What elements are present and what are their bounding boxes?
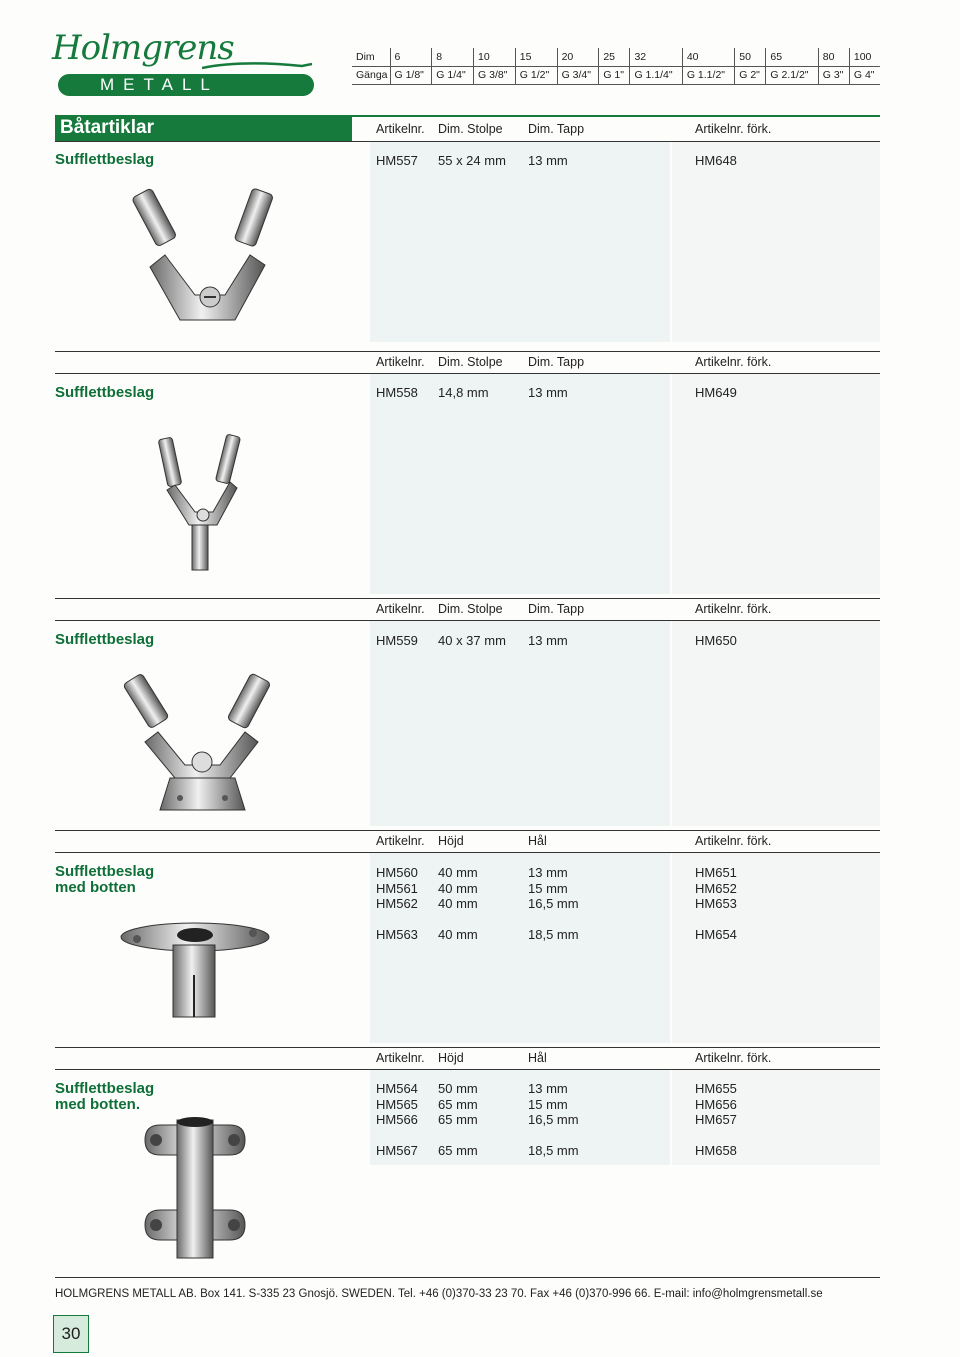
product-name-line1: Sufflettbeslag — [55, 863, 155, 880]
thread-cell: G 3" — [818, 66, 849, 84]
col-header-dim-stolpe: Dim. Stolpe — [438, 355, 503, 369]
row-divider — [55, 1047, 880, 1048]
dim-cell: 32 — [630, 48, 682, 66]
chrome-article-number: HM651 — [695, 865, 737, 880]
col-header-dim-tapp: Dim. Tapp — [528, 602, 585, 616]
row-divider — [55, 620, 880, 621]
company-logo — [52, 28, 267, 98]
chrome-article-number: HM658 — [695, 1143, 737, 1158]
thread-cell: G 1/8" — [390, 66, 432, 84]
chrome-article-number: HM650 — [695, 633, 737, 648]
col-header-dim-tapp: Dim. Tapp — [528, 122, 585, 136]
hole-value: 13 mm — [528, 865, 568, 880]
thread-cell: G 1" — [599, 66, 630, 84]
col-header-hal: Hål — [528, 1051, 547, 1065]
col-header-artikelnr-fork: Artikelnr. förk. — [695, 355, 772, 369]
thread-cell: G 2" — [735, 66, 766, 84]
col-header-artikelnr-fork: Artikelnr. förk. — [695, 1051, 772, 1065]
hole-value: 16,5 mm — [528, 1112, 579, 1127]
article-number: HM564 — [376, 1081, 418, 1096]
col-header-artikelnr-fork: Artikelnr. förk. — [695, 122, 772, 136]
row-divider — [55, 141, 880, 142]
dim-cell: 40 — [682, 48, 734, 66]
dim-label: Dim — [352, 48, 390, 66]
row-divider — [55, 373, 880, 374]
dim-tapp-value: 13 mm — [528, 633, 568, 648]
chrome-article-number: HM656 — [695, 1096, 737, 1112]
section-title: Båtartiklar — [55, 115, 352, 141]
table-shade — [672, 621, 880, 826]
article-number: HM563 — [376, 927, 418, 942]
product-name: Sufflettbeslag — [55, 631, 155, 648]
dim-cell: 6 — [390, 48, 432, 66]
product-name-line2: med botten. — [55, 1096, 140, 1113]
height-value: 40 mm — [438, 865, 478, 880]
col-header-hal: Hål — [528, 834, 547, 848]
dimension-thread-table — [352, 48, 880, 85]
article-number: HM562 — [376, 896, 418, 911]
dim-row — [352, 48, 880, 66]
col-header-artikelnr-fork: Artikelnr. förk. — [695, 834, 772, 848]
row-divider — [55, 598, 880, 599]
article-number: HM558 — [376, 385, 418, 400]
dim-cell: 8 — [432, 48, 474, 66]
dim-cell: 15 — [515, 48, 557, 66]
thread-cell: G 3/4" — [557, 66, 599, 84]
chrome-article-number: HM653 — [695, 896, 737, 911]
dim-cell: 100 — [849, 48, 880, 66]
product-name: Sufflettbeslag — [55, 151, 155, 168]
thread-cell: G 1/2" — [515, 66, 557, 84]
article-number-column — [376, 865, 418, 912]
col-header-dim-stolpe: Dim. Stolpe — [438, 122, 503, 136]
table-shade — [672, 142, 880, 342]
product-name — [55, 1081, 154, 1113]
row-divider — [55, 1069, 880, 1070]
table-shade — [370, 374, 670, 594]
page-number: 30 — [53, 1315, 89, 1353]
dim-cell: 10 — [474, 48, 516, 66]
thread-cell: G 3/8" — [474, 66, 516, 84]
chrome-article-number: HM655 — [695, 1081, 737, 1096]
hole-value: 16,5 mm — [528, 896, 579, 911]
chrome-article-column — [695, 1081, 737, 1128]
chrome-article-number: HM657 — [695, 1112, 737, 1127]
hole-value: 15 mm — [528, 1096, 568, 1112]
col-header-artikelnr: Artikelnr. — [376, 1051, 425, 1065]
height-value: 40 mm — [438, 927, 478, 942]
footer-contact: HOLMGRENS METALL AB. Box 141. S-335 23 Gnosjö. SWEDEN. Tel. +46 (0)370-33 23 70. Fax +46 (0)370-996 66. E-mail: info@holmgrensmetall.se — [55, 1288, 823, 1300]
dim-cell: 80 — [818, 48, 849, 66]
col-header-dim-tapp: Dim. Tapp — [528, 355, 585, 369]
product-name — [55, 864, 154, 896]
product-image-socket-base — [115, 915, 275, 1025]
height-value: 65 mm — [438, 1143, 478, 1158]
product-name: Sufflettbeslag — [55, 384, 155, 401]
thread-cell: G 1.1/2" — [682, 66, 734, 84]
col-header-artikelnr: Artikelnr. — [376, 355, 425, 369]
row-divider — [55, 351, 880, 352]
product-name-line2: med botten — [55, 879, 136, 896]
thread-cell: G 2.1/2" — [766, 66, 818, 84]
height-value: 40 mm — [438, 896, 478, 911]
hole-column — [528, 865, 579, 912]
thread-cell: G 4" — [849, 66, 880, 84]
product-image-y-connector — [155, 430, 245, 575]
height-value: 50 mm — [438, 1081, 478, 1096]
hole-value: 15 mm — [528, 880, 568, 896]
dim-cell: 65 — [766, 48, 818, 66]
article-number-column — [376, 1081, 418, 1128]
col-header-artikelnr: Artikelnr. — [376, 602, 425, 616]
product-image-tube-holder — [140, 1115, 250, 1265]
dim-tapp-value: 13 mm — [528, 385, 568, 400]
height-value: 40 mm — [438, 880, 478, 896]
dim-cell: 20 — [557, 48, 599, 66]
dim-cell: 50 — [735, 48, 766, 66]
article-number: HM567 — [376, 1143, 418, 1158]
height-column — [438, 865, 478, 912]
hole-column — [528, 1081, 579, 1128]
col-header-hojd: Höjd — [438, 834, 464, 848]
table-shade — [672, 374, 880, 594]
height-value: 65 mm — [438, 1096, 478, 1112]
row-divider — [55, 852, 880, 853]
logo-wordmark: METALL — [58, 74, 314, 96]
article-number: HM557 — [376, 153, 418, 168]
thread-row — [352, 66, 880, 84]
hole-value: 18,5 mm — [528, 927, 579, 942]
col-header-artikelnr: Artikelnr. — [376, 834, 425, 848]
chrome-article-number: HM654 — [695, 927, 737, 942]
chrome-article-number: HM648 — [695, 153, 737, 168]
product-image-y-bracket-plate — [120, 670, 280, 815]
article-number: HM566 — [376, 1112, 418, 1127]
row-divider — [55, 830, 880, 831]
table-shade — [370, 142, 670, 342]
logo-script-text: Holmgrens — [52, 28, 234, 68]
dim-stolpe-value: 55 x 24 mm — [438, 153, 506, 168]
height-column — [438, 1081, 478, 1128]
article-number: HM561 — [376, 880, 418, 896]
dim-stolpe-value: 14,8 mm — [438, 385, 489, 400]
article-number: HM559 — [376, 633, 418, 648]
col-header-artikelnr-fork: Artikelnr. förk. — [695, 602, 772, 616]
dim-cell: 25 — [599, 48, 630, 66]
col-header-hojd: Höjd — [438, 1051, 464, 1065]
dim-stolpe-value: 40 x 37 mm — [438, 633, 506, 648]
height-value: 65 mm — [438, 1112, 478, 1127]
thread-label: Gänga — [352, 66, 390, 84]
thread-cell: G 1/4" — [432, 66, 474, 84]
hole-value: 13 mm — [528, 1081, 568, 1096]
chrome-article-number: HM649 — [695, 385, 737, 400]
product-image-y-bracket — [125, 185, 285, 330]
article-number: HM560 — [376, 865, 418, 880]
article-number: HM565 — [376, 1096, 418, 1112]
chrome-article-number: HM652 — [695, 880, 737, 896]
dim-tapp-value: 13 mm — [528, 153, 568, 168]
product-name-line1: Sufflettbeslag — [55, 1080, 155, 1097]
col-header-dim-stolpe: Dim. Stolpe — [438, 602, 503, 616]
logo-swash — [202, 58, 312, 74]
col-header-artikelnr: Artikelnr. — [376, 122, 425, 136]
hole-value: 18,5 mm — [528, 1143, 579, 1158]
thread-cell: G 1.1/4" — [630, 66, 682, 84]
chrome-article-column — [695, 865, 737, 912]
footer-rule — [55, 1277, 880, 1278]
table-shade — [370, 621, 670, 826]
